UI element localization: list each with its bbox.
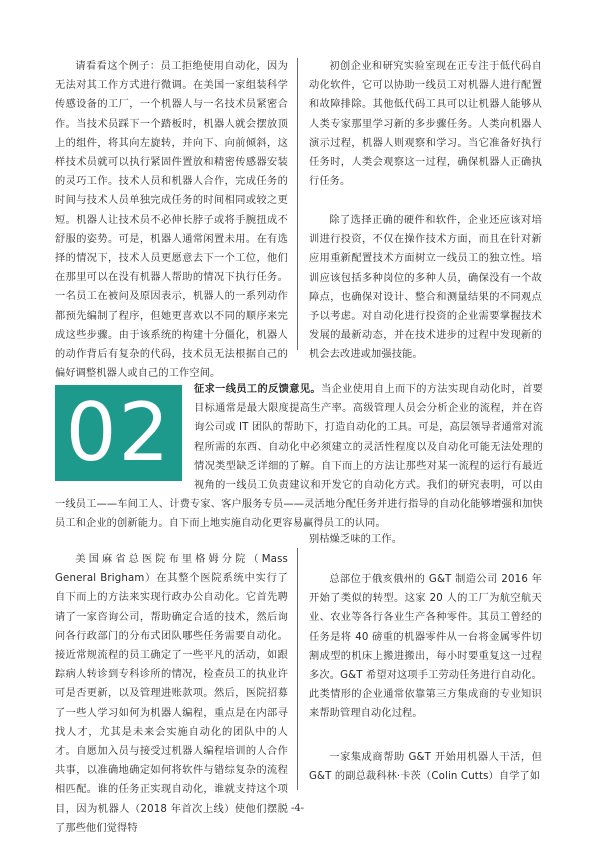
body-paragraph-training: 除了选择正确的硬件和软件，企业还应该对培训进行投资，不仅在操作技术方面，而且在针对新应用重新配置技术方面树立一线员工的独立性。培训应该包括多种岗位的多种人员，确保没有一个故障点，也确保对设计、整合和测量结果的不同观点予以考虑。对自动化进行投资的企业需要掌握技术发展的最新动态，并在技术进步的过程中发现新的机会去改进或加强技能。 <box>309 215 542 361</box>
column-divider-top <box>297 58 298 350</box>
body-paragraph-gt-manufacturing: 总部位于俄亥俄州的 G&T 制造公司 2016 年开始了类似的转型。这家 20 人的工厂为航空航天业、农业等各行各业生产各种零件。其员工曾经的任务是将 40 磅重的机器零件从一台将金属零件切割成型的机床上搬进搬出，每小时要重复这一过程多次。G&T 希望对这项手工劳动任务进行自动化。此类情形的企业通常依靠第三方集成商的专业知识来帮助管理自动化过程。 <box>309 574 542 720</box>
section-number-badge <box>55 385 182 481</box>
section-number: 02 <box>65 386 172 479</box>
body-paragraph-continuation: 别枯燥乏味的工作。 <box>309 534 403 545</box>
column-divider-bottom <box>297 548 298 790</box>
section-heading: 征求一线员工的反馈意见。 <box>194 384 321 395</box>
section-body: 当企业使用自上而下的方法实现自动化时，首要目标通常是最大限度提高生产率。高级管理人员会分析企业的流程，并在咨询公司或 IT 团队的帮助下，打造自动化的工具。可是，高层领导者通常对流程所需的东西、自动化中必须建立的灵活性程度以及自动化可能无法处理的情况类型缺乏详细的了解。自下而上的方法让那些对某一流程的运行有最近视角的一线员工负责建议和开发它的自动化方式。我们的研究表明，可以由一线员工——车间工人、计费专家、客户服务专员——灵活地分配任务并进行指导的自动化能够增强和加快员工和企业的创新能力。自下而上地实施自动化更容易赢得员工的认同。 <box>55 384 543 530</box>
body-paragraph-mass-general: 美国麻省总医院布里格姆分院（Mass General Brigham）在其整个医院系统中实行了自下而上的方法来实现行政办公自动化。它首先聘请了一家咨询公司，帮助确定合适的技术，然后询问各行政部门的分布式团队哪些任务需要自动化。接近常规流程的员工确定了一些平凡的活动，如跟踪病人转诊到专科诊所的情况，检查员工的执业许可是否更新，以及管理进账款项。然后，医院招募了一些人学习如何为机器人编程，重点是在内部寻找人才，尤其是未来会实施自动化的团队中的人才。自愿加入员与接受过机器人编程培训的人合作共事，以准确地确定如何将软件与错综复杂的流程相匹配。谁的任务正实现自动化，谁就支持这个项目，因为机器人（2018 年首次上线）使他们摆脱了那些他们觉得特 <box>55 554 288 834</box>
body-paragraph-robot-example: 请看看这个例子：员工拒绝使用自动化，因为无法对其工作方式进行微调。在美国一家组装科学传感设备的工厂，一个机器人与一名技术员紧密合作。当技术员踩下一个踏板时，机器人就会摆放顶上的组件，将其向左旋转，并向下、向前倾斜，这样技术员就可以执行紧固件置放和精密传感器安装的灵巧工作。技术人员和机器人合作，完成任务的时间与技术人员单独完成任务的时间相同或较之更短。机器人让技术员不必伸长脖子或将手腕扭成不舒服的姿势。可是，机器人通常闲置未用。在有选择的情况下，技术人员更愿意去下一个工位，他们在那里可以在没有机器人帮助的情况下执行任务。一名员工在被问及原因表示，机器人的一系列动作都预先编制了程序，但她更喜欢以不同的顺序来完成这些步骤。由于该系统的构建十分僵化，机器人的动作背后有复杂的代码，技术员无法根据自己的偏好调整机器人或自己的工作空间。 <box>55 61 288 380</box>
body-paragraph-integrator: 一家集成商帮助 G&T 开始用机器人干活，但 G&T 的副总裁科林·卡茨（Colin Cutts）自学了如 <box>309 752 542 783</box>
page-number: -4- <box>290 803 305 814</box>
body-paragraph-low-code: 初创企业和研究实验室现在正专注于低代码自动化软件，它可以协助一线员工对机器人进行配置和故障排除。其他低代码工具可以让机器人能够从人类专家那里学习新的多步骤任务。人类向机器人演示过程，机器人则观察和学习。当它准备好执行任务时，人类会观察这一过程，确保机器人正确执行任务。 <box>309 61 542 188</box>
